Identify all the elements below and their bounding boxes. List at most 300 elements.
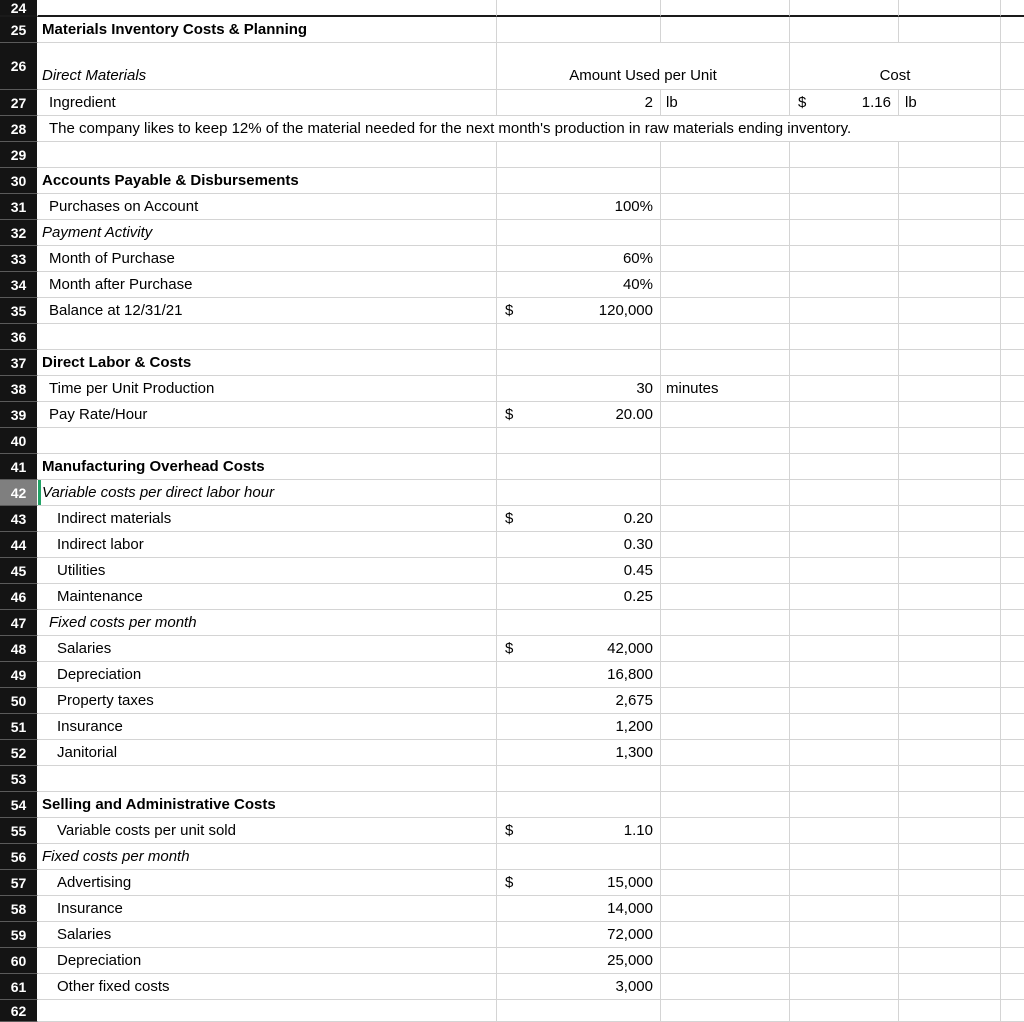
row-header-27[interactable]: 27 (0, 90, 38, 116)
cell-d56[interactable] (661, 844, 790, 870)
cell-f35[interactable] (899, 298, 1001, 324)
cell-a36[interactable] (38, 324, 497, 350)
row-header-36[interactable]: 36 (0, 324, 38, 350)
cell-d47[interactable] (661, 610, 790, 636)
cell-g51[interactable] (1001, 714, 1024, 740)
cell-d24[interactable] (661, 0, 790, 17)
cell-f36[interactable] (899, 324, 1001, 350)
cell-g61[interactable] (1001, 974, 1024, 1000)
row-header-26[interactable]: 26 (0, 43, 38, 90)
cell-c47[interactable] (497, 610, 661, 636)
row-header-31[interactable]: 31 (0, 194, 38, 220)
row-header-56[interactable]: 56 (0, 844, 38, 870)
cell-e36[interactable] (790, 324, 899, 350)
cell-e27[interactable] (790, 90, 899, 116)
cell-d46[interactable] (661, 584, 790, 610)
cell-a62[interactable] (38, 1000, 497, 1022)
row-header-44[interactable]: 44 (0, 532, 38, 558)
cell-a56[interactable] (38, 844, 497, 870)
cell-a52[interactable] (38, 740, 497, 766)
cell-d48[interactable] (661, 636, 790, 662)
cell-a57[interactable] (38, 870, 497, 896)
cell-f34[interactable] (899, 272, 1001, 298)
cell-c42[interactable] (497, 480, 661, 506)
cell-a42[interactable] (38, 480, 497, 506)
cell-e33[interactable] (790, 246, 899, 272)
cell-g54[interactable] (1001, 792, 1024, 818)
cell-d32[interactable] (661, 220, 790, 246)
cell-f62[interactable] (899, 1000, 1001, 1022)
cell-f56[interactable] (899, 844, 1001, 870)
cell-note-28[interactable] (38, 116, 1001, 142)
cell-d49[interactable] (661, 662, 790, 688)
cell-c29[interactable] (497, 142, 661, 168)
cell-c38[interactable] (497, 376, 661, 402)
row-header-51[interactable]: 51 (0, 714, 38, 740)
cell-f55[interactable] (899, 818, 1001, 844)
row-label: Ingredient (49, 94, 116, 111)
cell-g57[interactable] (1001, 870, 1024, 896)
cell-d42[interactable] (661, 480, 790, 506)
cell-g27[interactable] (1001, 90, 1024, 116)
cell-g56[interactable] (1001, 844, 1024, 870)
cell-a55[interactable] (38, 818, 497, 844)
cell-g30[interactable] (1001, 168, 1024, 194)
cell-a38[interactable] (38, 376, 497, 402)
row-header-42[interactable]: 42 (0, 480, 38, 506)
cell-g31[interactable] (1001, 194, 1024, 220)
cell-value: 42,000 (607, 640, 653, 657)
cell-a35[interactable] (38, 298, 497, 324)
row-header-49[interactable]: 49 (0, 662, 38, 688)
cell-g40[interactable] (1001, 428, 1024, 454)
cell-f50[interactable] (899, 688, 1001, 714)
cell-e50[interactable] (790, 688, 899, 714)
cell-f42[interactable] (899, 480, 1001, 506)
cell-e42[interactable] (790, 480, 899, 506)
cell-e32[interactable] (790, 220, 899, 246)
cell-d53[interactable] (661, 766, 790, 792)
cell-g37[interactable] (1001, 350, 1024, 376)
cell-c50[interactable] (497, 688, 661, 714)
cell-g33[interactable] (1001, 246, 1024, 272)
row-label: Depreciation (57, 666, 142, 683)
cell-a24[interactable] (38, 0, 497, 17)
cell-g52[interactable] (1001, 740, 1024, 766)
cell-a53[interactable] (38, 766, 497, 792)
row-header-24[interactable]: 24 (0, 0, 38, 17)
row-header-59[interactable]: 59 (0, 922, 38, 948)
row-55 (0, 818, 1024, 844)
cell-c45[interactable] (497, 558, 661, 584)
cell-a50[interactable] (38, 688, 497, 714)
cell-c43[interactable] (497, 506, 661, 532)
cell-g39[interactable] (1001, 402, 1024, 428)
cell-c31[interactable] (497, 194, 661, 220)
cell-c37[interactable] (497, 350, 661, 376)
cell-c57[interactable] (497, 870, 661, 896)
cell-d30[interactable] (661, 168, 790, 194)
cell-c44[interactable] (497, 532, 661, 558)
row-header-32[interactable]: 32 (0, 220, 38, 246)
cell-g32[interactable] (1001, 220, 1024, 246)
cell-g36[interactable] (1001, 324, 1024, 350)
cell-d29[interactable] (661, 142, 790, 168)
cell-d62[interactable] (661, 1000, 790, 1022)
cell-a61[interactable] (38, 974, 497, 1000)
cell-f29[interactable] (899, 142, 1001, 168)
cell-f41[interactable] (899, 454, 1001, 480)
currency-symbol: $ (505, 510, 514, 527)
cell-e39[interactable] (790, 402, 899, 428)
cell-c30[interactable] (497, 168, 661, 194)
cell-d60[interactable] (661, 948, 790, 974)
cell-e59[interactable] (790, 922, 899, 948)
cell-e24[interactable] (790, 0, 899, 17)
row-header-35[interactable]: 35 (0, 298, 38, 324)
cell-e45[interactable] (790, 558, 899, 584)
cell-d31[interactable] (661, 194, 790, 220)
cell-c48[interactable] (497, 636, 661, 662)
cell-d45[interactable] (661, 558, 790, 584)
cell-g29[interactable] (1001, 142, 1024, 168)
row-33 (0, 246, 1024, 272)
column-header-text: Cost (879, 67, 911, 84)
cell-g48[interactable] (1001, 636, 1024, 662)
cell-e41[interactable] (790, 454, 899, 480)
cell-f60[interactable] (899, 948, 1001, 974)
cell-d27[interactable] (661, 90, 790, 116)
cell-e61[interactable] (790, 974, 899, 1000)
cell-e40[interactable] (790, 428, 899, 454)
cell-c49[interactable] (497, 662, 661, 688)
row-header-62[interactable]: 62 (0, 1000, 38, 1022)
cell-c27[interactable] (497, 90, 661, 116)
cell-c52[interactable] (497, 740, 661, 766)
cell-e44[interactable] (790, 532, 899, 558)
row-label: Salaries (57, 926, 112, 943)
cell-a30[interactable] (38, 168, 497, 194)
cell-f46[interactable] (899, 584, 1001, 610)
cell-f57[interactable] (899, 870, 1001, 896)
cell-g45[interactable] (1001, 558, 1024, 584)
row-header-53[interactable]: 53 (0, 766, 38, 792)
cell-g35[interactable] (1001, 298, 1024, 324)
cell-d54[interactable] (661, 792, 790, 818)
cell-e62[interactable] (790, 1000, 899, 1022)
cell-d35[interactable] (661, 298, 790, 324)
row-header-29[interactable]: 29 (0, 142, 38, 168)
cell-d51[interactable] (661, 714, 790, 740)
cell-d38[interactable] (661, 376, 790, 402)
cell-f44[interactable] (899, 532, 1001, 558)
row-header-28[interactable]: 28 (0, 116, 38, 142)
cell-f54[interactable] (899, 792, 1001, 818)
cell-a41[interactable] (38, 454, 497, 480)
row-50 (0, 688, 1024, 714)
row-header-45[interactable]: 45 (0, 558, 38, 584)
cell-e30[interactable] (790, 168, 899, 194)
cell-c41[interactable] (497, 454, 661, 480)
cell-f39[interactable] (899, 402, 1001, 428)
row-header-58[interactable]: 58 (0, 896, 38, 922)
cell-a27[interactable] (38, 90, 497, 116)
row-label: Maintenance (57, 588, 143, 605)
cell-d41[interactable] (661, 454, 790, 480)
cell-f52[interactable] (899, 740, 1001, 766)
cell-a48[interactable] (38, 636, 497, 662)
row-header-25[interactable]: 25 (0, 17, 38, 43)
cell-f47[interactable] (899, 610, 1001, 636)
cell-g24[interactable] (1001, 0, 1024, 17)
cell-f30[interactable] (899, 168, 1001, 194)
row-header-47[interactable]: 47 (0, 610, 38, 636)
cell-g60[interactable] (1001, 948, 1024, 974)
cell-f38[interactable] (899, 376, 1001, 402)
cell-f27[interactable] (899, 90, 1001, 116)
row-header-40[interactable]: 40 (0, 428, 38, 454)
cell-a34[interactable] (38, 272, 497, 298)
cell-a33[interactable] (38, 246, 497, 272)
cell-e55[interactable] (790, 818, 899, 844)
cell-a47[interactable] (38, 610, 497, 636)
row-header-46[interactable]: 46 (0, 584, 38, 610)
cell-f59[interactable] (899, 922, 1001, 948)
cell-f61[interactable] (899, 974, 1001, 1000)
cell-c35[interactable] (497, 298, 661, 324)
cell-g49[interactable] (1001, 662, 1024, 688)
cell-g46[interactable] (1001, 584, 1024, 610)
cell-f25[interactable] (899, 17, 1001, 43)
cell-e49[interactable] (790, 662, 899, 688)
cell-f33[interactable] (899, 246, 1001, 272)
cell-amount-used-header[interactable] (497, 43, 790, 90)
row-label: Month after Purchase (49, 276, 193, 293)
cell-value: 0.20 (623, 510, 653, 527)
cell-d40[interactable] (661, 428, 790, 454)
cell-cost-header[interactable] (790, 43, 1001, 90)
cell-g42[interactable] (1001, 480, 1024, 506)
cell-f40[interactable] (899, 428, 1001, 454)
row-34 (0, 272, 1024, 298)
currency-symbol: $ (505, 302, 514, 319)
cell-f49[interactable] (899, 662, 1001, 688)
row-header-43[interactable]: 43 (0, 506, 38, 532)
cell-e46[interactable] (790, 584, 899, 610)
row-header-37[interactable]: 37 (0, 350, 38, 376)
cell-e57[interactable] (790, 870, 899, 896)
cell-a49[interactable] (38, 662, 497, 688)
cell-a29[interactable] (38, 142, 497, 168)
row-header-39[interactable]: 39 (0, 402, 38, 428)
row-header-54[interactable]: 54 (0, 792, 38, 818)
row-30 (0, 168, 1024, 194)
cell-a25[interactable] (38, 17, 497, 43)
cell-g47[interactable] (1001, 610, 1024, 636)
cell-e31[interactable] (790, 194, 899, 220)
row-label: Direct Labor & Costs (42, 354, 192, 371)
row-header-50[interactable]: 50 (0, 688, 38, 714)
cell-c62[interactable] (497, 1000, 661, 1022)
row-label: Pay Rate/Hour (49, 406, 148, 423)
row-header-41[interactable]: 41 (0, 454, 38, 480)
cell-c53[interactable] (497, 766, 661, 792)
cell-c55[interactable] (497, 818, 661, 844)
row-header-57[interactable]: 57 (0, 870, 38, 896)
cell-value: 72,000 (607, 926, 653, 943)
cell-g34[interactable] (1001, 272, 1024, 298)
cell-e37[interactable] (790, 350, 899, 376)
cell-e54[interactable] (790, 792, 899, 818)
cell-e56[interactable] (790, 844, 899, 870)
cell-c51[interactable] (497, 714, 661, 740)
row-label: Payment Activity (42, 224, 153, 241)
cell-g53[interactable] (1001, 766, 1024, 792)
cell-c61[interactable] (497, 974, 661, 1000)
cell-f51[interactable] (899, 714, 1001, 740)
cell-d33[interactable] (661, 246, 790, 272)
cell-d57[interactable] (661, 870, 790, 896)
cell-c33[interactable] (497, 246, 661, 272)
row-header-33[interactable]: 33 (0, 246, 38, 272)
row-header-30[interactable]: 30 (0, 168, 38, 194)
cell-a46[interactable] (38, 584, 497, 610)
row-label: Fixed costs per month (49, 614, 197, 631)
cell-e43[interactable] (790, 506, 899, 532)
row-label: Accounts Payable & Disbursements (42, 172, 299, 189)
cell-c24[interactable] (497, 0, 661, 17)
cell-d36[interactable] (661, 324, 790, 350)
cell-a44[interactable] (38, 532, 497, 558)
cell-value: 2,675 (615, 692, 653, 709)
row-header-38[interactable]: 38 (0, 376, 38, 402)
cell-g41[interactable] (1001, 454, 1024, 480)
cell-g28[interactable] (1001, 116, 1024, 142)
cell-e60[interactable] (790, 948, 899, 974)
cell-f58[interactable] (899, 896, 1001, 922)
cell-e51[interactable] (790, 714, 899, 740)
cell-g55[interactable] (1001, 818, 1024, 844)
cell-f24[interactable] (899, 0, 1001, 17)
cell-f48[interactable] (899, 636, 1001, 662)
row-header-55[interactable]: 55 (0, 818, 38, 844)
cell-g62[interactable] (1001, 1000, 1024, 1022)
cell-c56[interactable] (497, 844, 661, 870)
cell-c25[interactable] (497, 17, 661, 43)
cell-d59[interactable] (661, 922, 790, 948)
cell-c32[interactable] (497, 220, 661, 246)
cell-a58[interactable] (38, 896, 497, 922)
cell-a39[interactable] (38, 402, 497, 428)
row-header-48[interactable]: 48 (0, 636, 38, 662)
cell-a26[interactable] (38, 43, 497, 90)
row-label: Purchases on Account (49, 198, 199, 215)
row-44 (0, 532, 1024, 558)
cell-c58[interactable] (497, 896, 661, 922)
cell-d25[interactable] (661, 17, 790, 43)
row-label: Property taxes (57, 692, 154, 709)
cell-e48[interactable] (790, 636, 899, 662)
cell-value: 14,000 (607, 900, 653, 917)
cell-g44[interactable] (1001, 532, 1024, 558)
cell-e38[interactable] (790, 376, 899, 402)
cell-e35[interactable] (790, 298, 899, 324)
cell-c39[interactable] (497, 402, 661, 428)
cell-c36[interactable] (497, 324, 661, 350)
row-27 (0, 90, 1024, 116)
cell-g50[interactable] (1001, 688, 1024, 714)
cell-g26[interactable] (1001, 43, 1024, 90)
cell-g58[interactable] (1001, 896, 1024, 922)
cell-d52[interactable] (661, 740, 790, 766)
cell-d44[interactable] (661, 532, 790, 558)
row-57 (0, 870, 1024, 896)
row-40 (0, 428, 1024, 454)
cell-f32[interactable] (899, 220, 1001, 246)
cell-f43[interactable] (899, 506, 1001, 532)
cell-a37[interactable] (38, 350, 497, 376)
cell-d39[interactable] (661, 402, 790, 428)
cell-d37[interactable] (661, 350, 790, 376)
cell-e58[interactable] (790, 896, 899, 922)
cell-e29[interactable] (790, 142, 899, 168)
cell-g59[interactable] (1001, 922, 1024, 948)
cell-g43[interactable] (1001, 506, 1024, 532)
cell-d55[interactable] (661, 818, 790, 844)
row-header-52[interactable]: 52 (0, 740, 38, 766)
cell-d61[interactable] (661, 974, 790, 1000)
row-label: Variable costs per unit sold (57, 822, 236, 839)
cell-a51[interactable] (38, 714, 497, 740)
cell-a43[interactable] (38, 506, 497, 532)
row-38 (0, 376, 1024, 402)
cell-f37[interactable] (899, 350, 1001, 376)
cell-d43[interactable] (661, 506, 790, 532)
cell-d50[interactable] (661, 688, 790, 714)
cell-a31[interactable] (38, 194, 497, 220)
cell-d58[interactable] (661, 896, 790, 922)
cell-f53[interactable] (899, 766, 1001, 792)
row-header-61[interactable]: 61 (0, 974, 38, 1000)
cell-a54[interactable] (38, 792, 497, 818)
cell-c54[interactable] (497, 792, 661, 818)
row-header-60[interactable]: 60 (0, 948, 38, 974)
cell-a40[interactable] (38, 428, 497, 454)
cell-e52[interactable] (790, 740, 899, 766)
cell-d34[interactable] (661, 272, 790, 298)
cell-c40[interactable] (497, 428, 661, 454)
row-header-34[interactable]: 34 (0, 272, 38, 298)
cell-g38[interactable] (1001, 376, 1024, 402)
cell-c59[interactable] (497, 922, 661, 948)
cell-e47[interactable] (790, 610, 899, 636)
cell-c46[interactable] (497, 584, 661, 610)
cell-e53[interactable] (790, 766, 899, 792)
cell-e25[interactable] (790, 17, 899, 43)
cell-c34[interactable] (497, 272, 661, 298)
cell-a45[interactable] (38, 558, 497, 584)
cell-f45[interactable] (899, 558, 1001, 584)
row-label: Materials Inventory Costs & Planning (42, 21, 308, 38)
row-label: Indirect materials (57, 510, 172, 527)
cell-a32[interactable] (38, 220, 497, 246)
cell-g25[interactable] (1001, 17, 1024, 43)
cell-e34[interactable] (790, 272, 899, 298)
cell-f31[interactable] (899, 194, 1001, 220)
cell-c60[interactable] (497, 948, 661, 974)
cell-a60[interactable] (38, 948, 497, 974)
cell-a59[interactable] (38, 922, 497, 948)
